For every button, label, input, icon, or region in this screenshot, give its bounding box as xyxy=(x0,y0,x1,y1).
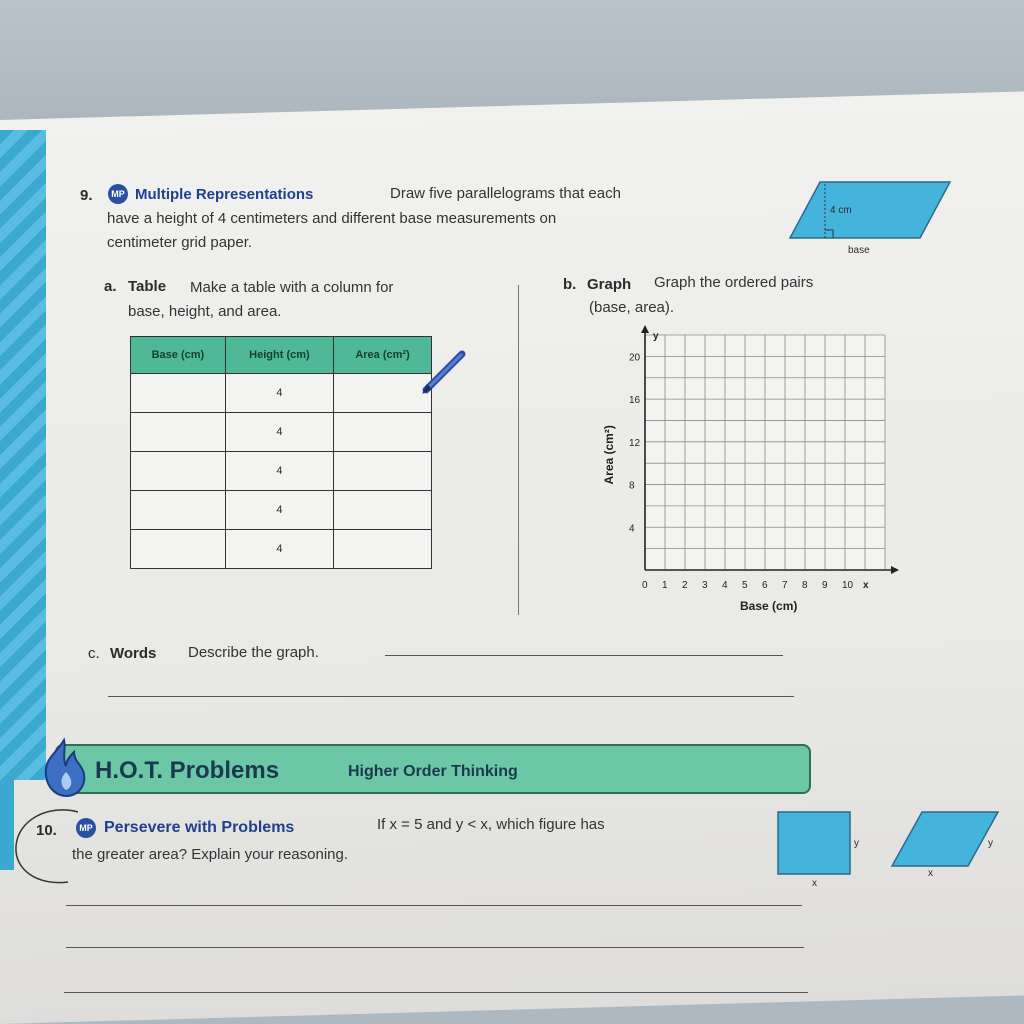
base-cell[interactable] xyxy=(131,491,226,530)
x-tick-label: 3 xyxy=(702,580,708,591)
base-cell[interactable] xyxy=(131,374,226,413)
height-cell: 4 xyxy=(225,452,333,491)
area-table xyxy=(130,336,432,569)
area-cell[interactable] xyxy=(334,491,432,530)
square-base-label: x xyxy=(812,878,817,889)
parallelogram-side-label: y xyxy=(988,838,993,849)
y-tick-label: 12 xyxy=(629,437,641,449)
base-area-graph[interactable] xyxy=(590,325,910,625)
answer-line[interactable] xyxy=(385,655,783,656)
hot-title: H.O.T. Problems xyxy=(95,757,280,784)
part-b-title: Graph xyxy=(587,276,632,293)
x-tick-label: 0 xyxy=(642,580,648,591)
example-parallelogram-figure xyxy=(780,176,960,266)
x-tick-label: 8 xyxy=(802,580,808,591)
x-tick-label: 10 xyxy=(842,580,854,591)
area-cell[interactable] xyxy=(334,530,432,569)
y-tick-label: 8 xyxy=(629,480,635,492)
table-row xyxy=(131,374,432,413)
problem-10-number: 10. xyxy=(36,822,57,839)
answer-line[interactable] xyxy=(108,696,794,697)
parallelogram-base-label: x xyxy=(928,868,933,879)
base-cell[interactable] xyxy=(131,530,226,569)
part-b-text-line1: Graph the ordered pairs xyxy=(654,274,814,291)
flame-icon xyxy=(36,736,92,798)
area-cell[interactable] xyxy=(334,374,432,413)
column-divider xyxy=(518,285,519,615)
area-cell[interactable] xyxy=(334,452,432,491)
problem-9-number: 9. xyxy=(80,187,93,204)
part-c-letter: c. xyxy=(88,645,100,662)
part-a-title: Table xyxy=(128,278,167,295)
answer-line[interactable] xyxy=(66,947,804,948)
part-c-text: Describe the graph. xyxy=(188,644,319,661)
table-row xyxy=(131,452,432,491)
y-tick-label: 16 xyxy=(629,395,641,407)
table-header: Area (cm²) xyxy=(334,337,432,374)
height-label: 4 cm xyxy=(830,205,852,216)
y-tick-label: 4 xyxy=(629,523,635,535)
table-row xyxy=(131,413,432,452)
x-axis-arrow xyxy=(891,566,899,574)
part-b-text-line2: (base, area). xyxy=(589,299,675,316)
pencil-icon xyxy=(420,346,470,396)
problem-9-title: Multiple Representations xyxy=(135,186,314,203)
x-tick-label: 2 xyxy=(682,580,688,591)
base-label: base xyxy=(848,245,870,256)
base-cell[interactable] xyxy=(131,413,226,452)
x-tick-label: 1 xyxy=(662,580,668,591)
table-header: Height (cm) xyxy=(225,337,333,374)
part-a-letter: a. xyxy=(104,278,117,295)
mp-badge: MP xyxy=(108,184,128,204)
answer-line[interactable] xyxy=(66,905,802,906)
y-axis-arrow xyxy=(641,325,649,333)
table-row xyxy=(131,530,432,569)
hand-drawn-circle xyxy=(8,800,118,890)
height-cell: 4 xyxy=(225,530,333,569)
problem-9-prompt-line2: have a height of 4 centimeters and different base measurements on xyxy=(107,210,557,227)
parallelogram-shape xyxy=(790,182,950,238)
answer-line[interactable] xyxy=(64,992,808,993)
table-row xyxy=(131,491,432,530)
problem-10-title: Persevere with Problems xyxy=(104,819,295,836)
mp-badge: MP xyxy=(76,818,96,838)
x-tick-label: 5 xyxy=(742,580,748,591)
table-header-row xyxy=(131,337,432,374)
y-axis-letter: y xyxy=(653,331,659,342)
part-a-text-line2: base, height, and area. xyxy=(128,303,282,320)
x-tick-label: 9 xyxy=(822,580,828,591)
x-tick-label: 4 xyxy=(722,580,728,591)
base-cell[interactable] xyxy=(131,452,226,491)
y-tick-label: 20 xyxy=(629,352,641,364)
problem-9-prompt-line3: centimeter grid paper. xyxy=(107,234,253,251)
y-axis-label: Area (cm²) xyxy=(602,425,616,485)
x-tick-label: 6 xyxy=(762,580,768,591)
area-cell[interactable] xyxy=(334,413,432,452)
hot-subtitle: Higher Order Thinking xyxy=(348,763,518,780)
square-figure xyxy=(778,812,850,874)
problem-10-figures xyxy=(772,808,1012,878)
problem-10-prompt-line1: If x = 5 and y < x, which figure has xyxy=(377,816,605,833)
part-c-title: Words xyxy=(110,645,157,662)
problem-9-prompt-line1: Draw five parallelograms that each xyxy=(390,185,621,202)
part-a-text-line1: Make a table with a column for xyxy=(190,279,394,296)
height-cell: 4 xyxy=(225,491,333,530)
x-axis-letter: x xyxy=(863,580,869,591)
height-cell: 4 xyxy=(225,413,333,452)
part-b-letter: b. xyxy=(563,276,577,293)
table-header: Base (cm) xyxy=(131,337,226,374)
problem-10-prompt-line2: the greater area? Explain your reasoning. xyxy=(72,846,349,863)
parallelogram-figure xyxy=(892,812,998,866)
x-tick-label: 7 xyxy=(782,580,788,591)
square-side-label: y xyxy=(854,838,859,849)
page-edge-stripe xyxy=(0,130,46,780)
height-cell: 4 xyxy=(225,374,333,413)
x-axis-label: Base (cm) xyxy=(740,599,798,613)
